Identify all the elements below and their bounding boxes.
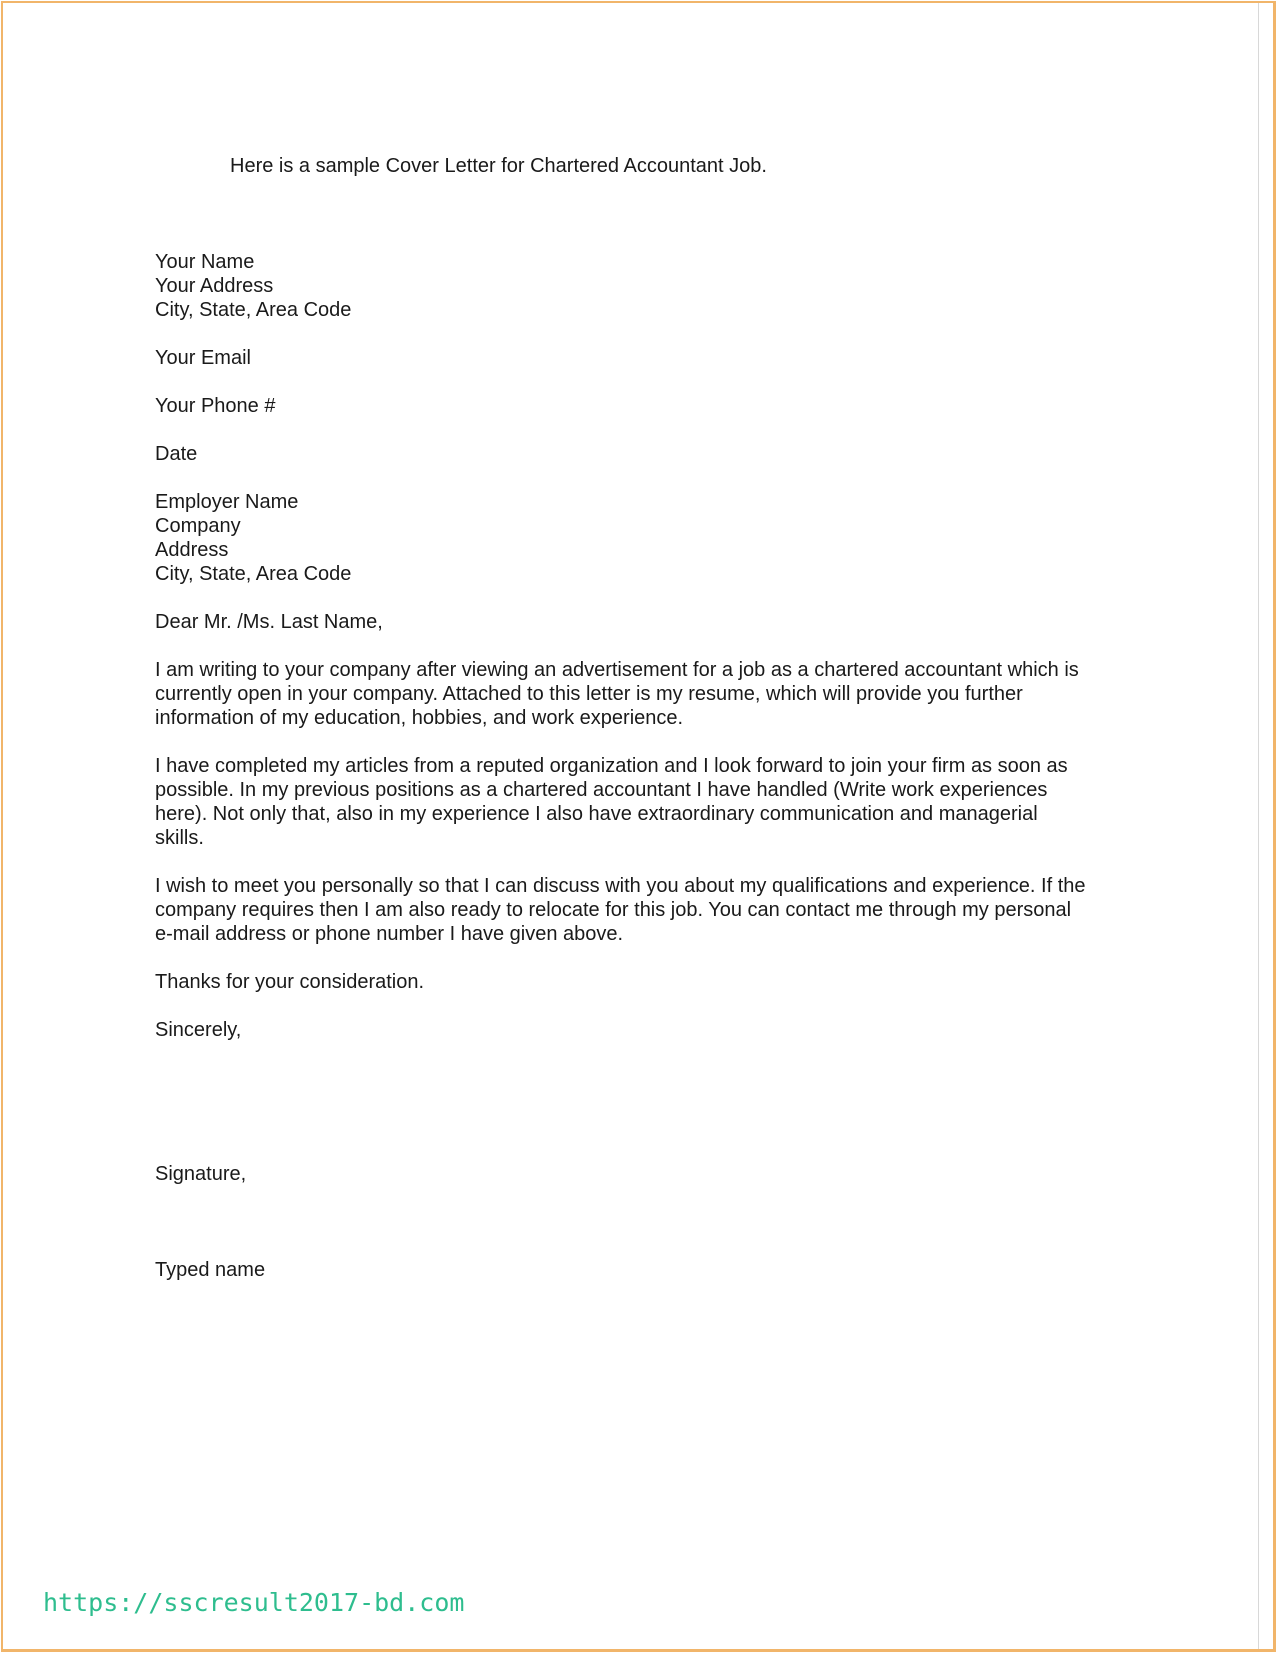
sender-email: Your Email bbox=[155, 347, 251, 369]
closing: Sincerely, bbox=[155, 1019, 242, 1041]
paragraph-line: company requires then I am also ready to relocate for this job. You can contact me through my personal bbox=[155, 899, 1072, 921]
letter-date: Date bbox=[155, 443, 198, 465]
paragraph-line: e-mail address or phone number I have given above. bbox=[155, 923, 624, 945]
thanks-line: Thanks for your consideration. bbox=[155, 971, 425, 993]
watermark-url: https://sscresult2017-bd.com bbox=[43, 1588, 465, 1617]
sender-name: Your Name bbox=[155, 251, 255, 273]
paragraph-line: information of my education, hobbies, and work experience. bbox=[155, 707, 684, 729]
paragraph-line: I have completed my articles from a reputed organization and I look forward to join your firm as soon as bbox=[155, 755, 1068, 777]
signature-label: Signature, bbox=[155, 1163, 247, 1185]
employer-name: Employer Name bbox=[155, 491, 299, 513]
paragraph-2 bbox=[155, 754, 1135, 850]
sender-address: Your Address bbox=[155, 275, 274, 297]
page-edge-divider bbox=[1258, 3, 1259, 1649]
paragraph-line: possible. In my previous positions as a chartered accountant I have handled (Write work experiences bbox=[155, 779, 1048, 801]
paragraph-line: here). Not only that, also in my experience I also have extraordinary communication and managerial bbox=[155, 803, 1038, 825]
employer-address: Address bbox=[155, 539, 229, 561]
sender-city-line: City, State, Area Code bbox=[155, 299, 352, 321]
letter-page bbox=[1, 1, 1276, 1652]
intro-heading: Here is a sample Cover Letter for Chartered Accountant Job. bbox=[230, 155, 767, 177]
paragraph-line: currently open in your company. Attached to this letter is my resume, which will provide you further bbox=[155, 683, 1023, 705]
paragraph-line: I am writing to your company after viewing an advertisement for a job as a chartered accountant which is bbox=[155, 659, 1079, 681]
paragraph-line: skills. bbox=[155, 827, 204, 849]
paragraph-3 bbox=[155, 874, 1135, 946]
paragraph-line: I wish to meet you personally so that I can discuss with you about my qualifications and experience. If the bbox=[155, 875, 1086, 897]
employer-company: Company bbox=[155, 515, 241, 537]
typed-name: Typed name bbox=[155, 1259, 266, 1281]
letter-body bbox=[155, 250, 1135, 1282]
salutation: Dear Mr. /Ms. Last Name, bbox=[155, 611, 383, 633]
employer-city-line: City, State, Area Code bbox=[155, 563, 352, 585]
sender-phone: Your Phone # bbox=[155, 395, 276, 417]
paragraph-1 bbox=[155, 658, 1135, 730]
